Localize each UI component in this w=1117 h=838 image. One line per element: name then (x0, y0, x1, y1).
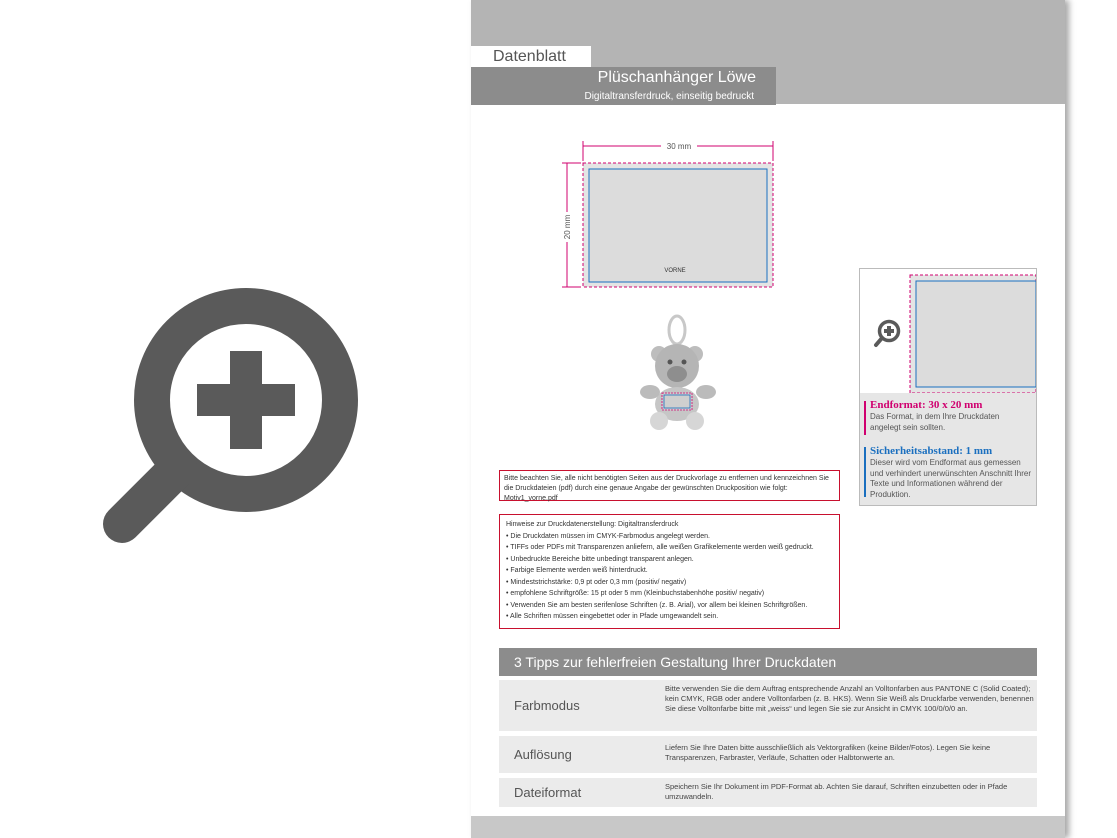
hint-item: • empfohlene Schriftgröße: 15 pt oder 5 mm (Kleinbuchstabenhöhe positiv/ negativ) (506, 590, 765, 597)
hints-title: Hinweise zur Druckdatenerstellung: Digitaltransferdruck (506, 521, 679, 528)
format-preview (860, 269, 1036, 393)
safety-text: Dieser wird vom Endformat aus gemessen und verhindert unerwünschten Anschnitt Ihrer Texte und Informationen während der Produktion. (870, 458, 1031, 499)
hint-item: • Alle Schriften müssen eingebettet oder in Pfade umgewandelt sein. (506, 613, 719, 620)
tip-row-dateiformat (499, 778, 1037, 807)
datasheet-tab: Datenblatt (471, 46, 591, 67)
tip-text: Bitte verwenden Sie die dem Auftrag entsprechende Anzahl an Volltonfarben aus PANTONE C (Solid Coated); kein CMYK, RGB oder andere Volltonfarben (z. B. HKS). Wenn Sie Weiß als Druckfarbe verwenden, benennen Sie diese Volltonfarbe bitte mit „weiss“ und legen Sie sie zur Ansicht in CMYK 100/0/0/0 an. (665, 684, 1034, 713)
safety-marker (864, 447, 866, 497)
footer-band (471, 816, 1065, 838)
tip-row-aufloesung (499, 736, 1037, 773)
endformat-text: Das Format, in dem Ihre Druckdaten angelegt sein sollten. (870, 412, 1000, 432)
width-label: 30 mm (666, 142, 692, 151)
zoom-in-icon[interactable] (100, 190, 370, 550)
print-hints-box (499, 514, 840, 629)
format-info-panel (859, 268, 1037, 506)
format-preview-drawing (860, 269, 1036, 393)
hint-item: • TIFFs oder PDFs mit Transparenzen anliefern, alle weißen Grafikelemente werden weiß gedruckt. (506, 544, 814, 551)
safety-title: Sicherheitsabstand: 1 mm (870, 445, 993, 457)
side-label: VORNE (664, 268, 686, 274)
tip-text: Speichern Sie Ihr Dokument im PDF-Format ab. Achten Sie darauf, Schriften einzubetten oder in Pfade umzuwandeln. (665, 782, 1008, 801)
tip-label: Dateiformat (514, 785, 582, 800)
lion-keychain-image (626, 312, 736, 437)
endformat-marker (864, 401, 866, 435)
hint-item: • Mindeststrichstärke: 0,9 pt oder 0,3 mm (positiv/ negativ) (506, 578, 687, 586)
product-subtitle: Digitaltransferdruck, einseitig bedruckt (584, 91, 754, 102)
print-area-drawing (551, 136, 781, 296)
title-bar (471, 67, 776, 105)
format-legend (860, 393, 1036, 505)
hint-item: • Die Druckdaten müssen im CMYK-Farbmodus angelegt werden. (506, 532, 710, 540)
product-title: Plüschanhänger Löwe (597, 69, 756, 86)
endformat-title: Endformat: 30 x 20 mm (870, 399, 983, 411)
print-file-note: Bitte beachten Sie, alle nicht benötigten Seiten aus der Druckvorlage zu entfernen und kennzeichnen Sie die Druckdateien (pdf) durch eine genaue Angabe der gewünschten Druckposition wie folgt: Motiv1_vorne.pdf (499, 470, 840, 501)
tip-label: Auflösung (514, 747, 572, 762)
hint-item: • Farbige Elemente werden weiß hinterdruckt. (506, 567, 648, 574)
tip-label: Farbmodus (514, 698, 580, 713)
datasheet-page (471, 0, 1065, 838)
hint-item: • Verwenden Sie am besten serifenlose Schriften (z. B. Arial), vor allem bei kleinen Schriftgrößen. (506, 601, 808, 609)
tips-heading: 3 Tipps zur fehlerfreien Gestaltung Ihrer Druckdaten (499, 648, 1037, 676)
tip-text: Liefern Sie Ihre Daten bitte ausschließlich als Vektorgrafiken (keine Bilder/Fotos). Legen Sie keine Transparenzen, Farbraster, Verläufe, Schatten oder Halbtonwerte an. (665, 743, 991, 762)
hint-item: • Unbedruckte Bereiche bitte unbedingt transparent anlegen. (506, 555, 694, 563)
zoom-in-icon[interactable] (876, 322, 899, 346)
height-label: 20 mm (563, 214, 572, 240)
tip-row-farbmodus (499, 680, 1037, 731)
